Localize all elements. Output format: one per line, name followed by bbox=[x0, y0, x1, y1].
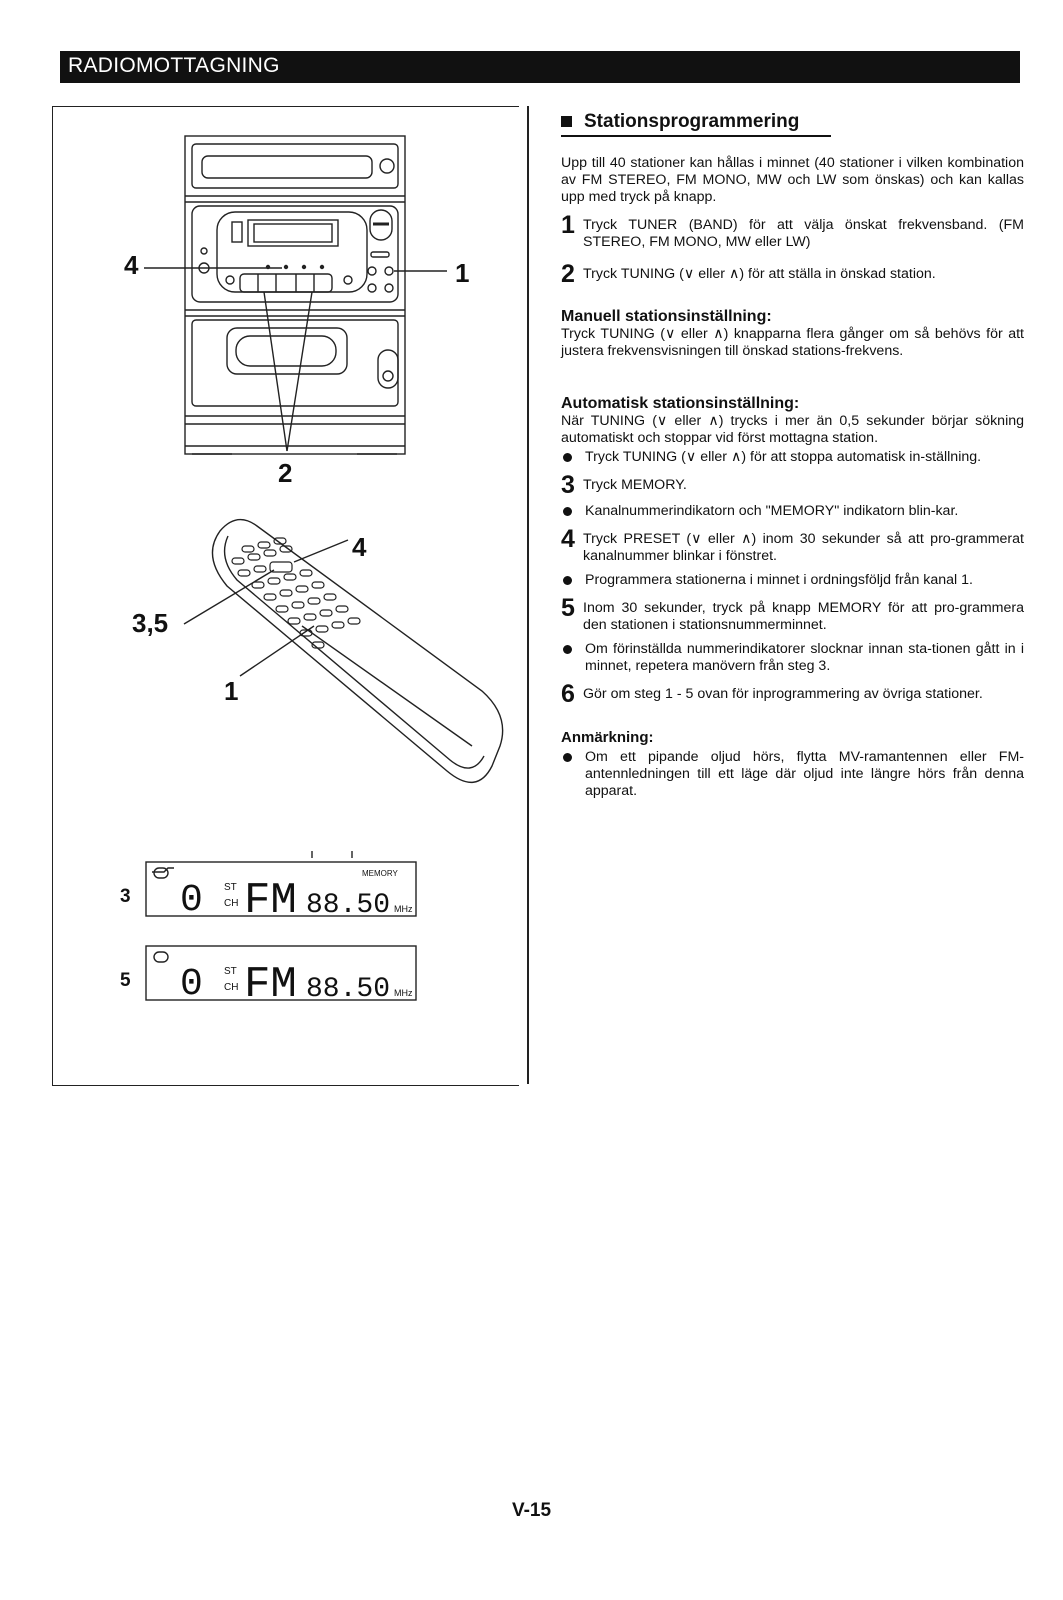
display-band: FM bbox=[244, 960, 297, 1010]
step-5 bbox=[561, 594, 1024, 634]
display-unit: MHz bbox=[394, 988, 413, 998]
display-st: ST bbox=[224, 966, 237, 977]
step-number: 4 bbox=[561, 525, 575, 553]
heading-rule bbox=[561, 135, 831, 137]
auto-tuning-bullet bbox=[561, 449, 1024, 466]
manual-tuning-heading: Manuell stationsinställning: bbox=[561, 308, 772, 325]
step-1 bbox=[561, 211, 1024, 251]
note-heading: Anmärkning: bbox=[561, 729, 654, 746]
section-title: Stationsprogrammering bbox=[584, 111, 800, 132]
remote-control-drawing bbox=[184, 520, 503, 783]
auto-tuning-text: När TUNING (∨ eller ∧) trycks i mer än 0,5 sekunder börjar sökning automatiskt och stoppar vid först mottagna station. bbox=[561, 413, 1024, 446]
note-bullet bbox=[561, 749, 1024, 800]
bullet-dot-icon bbox=[563, 576, 572, 585]
display-step-label: 3 bbox=[120, 886, 131, 907]
callout-label: 1 bbox=[224, 676, 239, 706]
step-text: Gör om steg 1 - 5 ovan för inprogrammering av övriga stationer. bbox=[583, 686, 983, 702]
step-number: 3 bbox=[561, 471, 575, 499]
step-number: 5 bbox=[561, 594, 575, 622]
step-4 bbox=[561, 525, 1024, 565]
callout-label: 1 bbox=[455, 258, 470, 288]
step-5-bullet bbox=[561, 641, 1024, 675]
step-4-bullet bbox=[561, 572, 1024, 589]
bullet-dot-icon bbox=[563, 453, 572, 462]
manual-tuning-text: Tryck TUNING (∨ eller ∧) knapparna flera gånger om så behövs för att justera frekvensvisningen till önskad stations-frekvens. bbox=[561, 326, 1024, 359]
step-text: Tryck TUNING (∨ eller ∧) för att ställa in önskad station. bbox=[583, 266, 936, 282]
section-heading bbox=[561, 113, 1024, 130]
page-number: V-15 bbox=[511, 1500, 552, 1521]
section-banner bbox=[60, 51, 1020, 83]
display-band: FM bbox=[244, 876, 297, 926]
display-frequency: 88.50 bbox=[306, 974, 391, 1005]
step-text: Tryck PRESET (∨ eller ∧) inom 30 sekunder så att pro-grammerat kanalnummer blinkar i fönstret. bbox=[583, 531, 1024, 564]
display-frequency: 88.50 bbox=[306, 890, 391, 921]
bullet-text: Om förinställda nummerindikatorer slocknar innan sta-tionen gått in i minnet, repetera manövern från steg 3. bbox=[585, 641, 1024, 674]
intro-text: Upp till 40 stationer kan hållas i minnet (40 stationer i vilken kombination av FM STEREO, FM MONO, MW och LW som önskas) och kan kallas upp med tryck på knapp. bbox=[561, 155, 1024, 205]
callout-label: 4 bbox=[124, 250, 139, 280]
display-channel: 0 bbox=[180, 879, 203, 922]
bullet-text: Om ett pipande oljud hörs, flytta MV-ramantennen eller FM-antennledningen till ett läge där oljud inte längre hörs från denna apparat. bbox=[585, 749, 1024, 799]
bullet-text: Kanalnummerindikatorn och "MEMORY" indikatorn blin-kar. bbox=[585, 503, 959, 519]
bullet-text: Programmera stationerna i minnet i ordningsföljd från kanal 1. bbox=[585, 572, 973, 588]
step-3 bbox=[561, 471, 1024, 499]
figure-frame-right bbox=[527, 106, 529, 1084]
display-channel: 0 bbox=[180, 963, 203, 1006]
step-text: Tryck MEMORY. bbox=[583, 477, 687, 493]
square-bullet-icon bbox=[561, 116, 572, 127]
step-number: 2 bbox=[561, 260, 575, 288]
bullet-dot-icon bbox=[563, 753, 572, 762]
callout-label: 4 bbox=[352, 532, 367, 562]
step-text: Tryck TUNER (BAND) för att välja önskat frekvensband. (FM STEREO, FM MONO, MW eller LW) bbox=[583, 217, 1024, 250]
step-2 bbox=[561, 260, 1024, 288]
text-column bbox=[561, 110, 1024, 800]
callout-label: 2 bbox=[278, 458, 293, 488]
callout-label: 3,5 bbox=[132, 608, 169, 638]
display-ch: CH bbox=[224, 898, 239, 909]
display-memory: MEMORY bbox=[362, 869, 398, 878]
step-3-bullet bbox=[561, 503, 1024, 520]
bullet-dot-icon bbox=[563, 645, 572, 654]
display-st: ST bbox=[224, 882, 237, 893]
bullet-text: Tryck TUNING (∨ eller ∧) för att stoppa automatisk in-ställning. bbox=[585, 449, 982, 465]
step-number: 1 bbox=[561, 211, 575, 239]
step-text: Inom 30 sekunder, tryck på knapp MEMORY för att pro-grammera den stationen i stationsnummerminnet. bbox=[583, 600, 1024, 633]
illustration bbox=[52, 106, 522, 1086]
bullet-dot-icon bbox=[563, 507, 572, 516]
stereo-unit-drawing bbox=[144, 136, 447, 454]
auto-tuning-heading: Automatisk stationsinställning: bbox=[561, 395, 800, 412]
display-unit: MHz bbox=[394, 904, 413, 914]
display-step-label: 5 bbox=[120, 970, 131, 991]
banner-title: RADIOMOTTAGNING bbox=[68, 54, 280, 77]
display-ch: CH bbox=[224, 982, 239, 993]
step-number: 6 bbox=[561, 680, 575, 708]
step-6 bbox=[561, 680, 1024, 708]
